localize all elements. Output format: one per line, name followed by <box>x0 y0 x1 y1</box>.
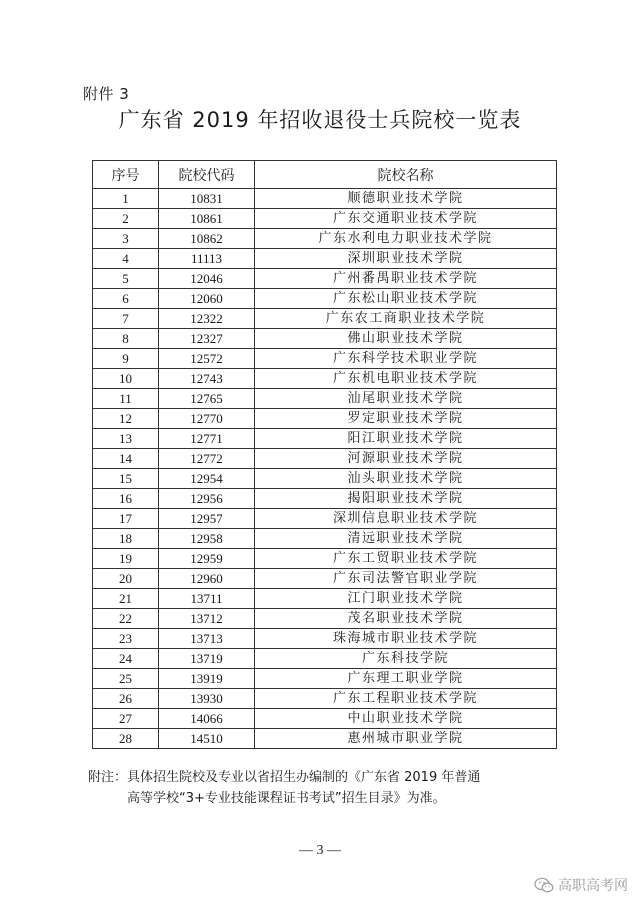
row-code: 12958 <box>159 529 255 549</box>
row-seq: 5 <box>93 269 159 289</box>
row-seq: 21 <box>93 589 159 609</box>
table-body <box>93 189 557 749</box>
row-code: 12743 <box>159 369 255 389</box>
row-seq: 14 <box>93 449 159 469</box>
watermark-text: 高职高考网 <box>558 878 628 894</box>
table-row <box>93 209 557 229</box>
row-seq: 27 <box>93 709 159 729</box>
row-code: 13919 <box>159 669 255 689</box>
footnote-line-2: 高等学校“3+专业技能课程证书考试”招生目录》为准。 <box>127 791 446 806</box>
row-college-name: 广东科技学院 <box>255 649 557 669</box>
row-college-name: 广东工程职业技术学院 <box>255 689 557 709</box>
table-row <box>93 429 557 449</box>
row-seq: 2 <box>93 209 159 229</box>
table-row <box>93 349 557 369</box>
row-seq: 23 <box>93 629 159 649</box>
row-college-name: 广东松山职业技术学院 <box>255 289 557 309</box>
row-seq: 7 <box>93 309 159 329</box>
row-seq: 9 <box>93 349 159 369</box>
row-college-name: 罗定职业技术学院 <box>255 409 557 429</box>
row-code: 10861 <box>159 209 255 229</box>
table-row <box>93 409 557 429</box>
table-row <box>93 229 557 249</box>
row-college-name: 广东司法警官职业学院 <box>255 569 557 589</box>
row-code: 12954 <box>159 469 255 489</box>
row-seq: 3 <box>93 229 159 249</box>
header-seq: 序号 <box>93 161 159 189</box>
table-row <box>93 709 557 729</box>
row-code: 12771 <box>159 429 255 449</box>
table-row <box>93 189 557 209</box>
row-seq: 28 <box>93 729 159 749</box>
row-code: 14066 <box>159 709 255 729</box>
table-row <box>93 529 557 549</box>
row-seq: 22 <box>93 609 159 629</box>
row-college-name: 广东机电职业技术学院 <box>255 369 557 389</box>
row-college-name: 茂名职业技术学院 <box>255 609 557 629</box>
row-college-name: 揭阳职业技术学院 <box>255 489 557 509</box>
row-college-name: 广东科学技术职业学院 <box>255 349 557 369</box>
table-header-row <box>93 161 557 189</box>
row-seq: 4 <box>93 249 159 269</box>
table-row <box>93 249 557 269</box>
row-code: 13719 <box>159 649 255 669</box>
table-row <box>93 589 557 609</box>
attachment-label: 附件 3 <box>83 85 130 103</box>
row-code: 12770 <box>159 409 255 429</box>
row-code: 12959 <box>159 549 255 569</box>
row-college-name: 广东交通职业技术学院 <box>255 209 557 229</box>
row-code: 12046 <box>159 269 255 289</box>
row-code: 10862 <box>159 229 255 249</box>
header-name: 院校名称 <box>255 161 557 189</box>
row-seq: 17 <box>93 509 159 529</box>
footnote-line-1: 附注：具体招生院校及专业以省招生办编制的《广东省 2019 年普通 <box>88 770 481 785</box>
table-row <box>93 269 557 289</box>
table-row <box>93 669 557 689</box>
row-code: 12956 <box>159 489 255 509</box>
row-code: 10831 <box>159 189 255 209</box>
table-row <box>93 629 557 649</box>
table-row <box>93 389 557 409</box>
row-college-name: 河源职业技术学院 <box>255 449 557 469</box>
row-code: 11113 <box>159 249 255 269</box>
row-college-name: 江门职业技术学院 <box>255 589 557 609</box>
row-college-name: 广东工贸职业技术学院 <box>255 549 557 569</box>
page-number: — 3 — <box>299 843 341 858</box>
table-row <box>93 369 557 389</box>
row-college-name: 深圳职业技术学院 <box>255 249 557 269</box>
table-row <box>93 509 557 529</box>
row-college-name: 中山职业技术学院 <box>255 709 557 729</box>
row-college-name: 清远职业技术学院 <box>255 529 557 549</box>
row-seq: 25 <box>93 669 159 689</box>
row-seq: 6 <box>93 289 159 309</box>
row-code: 12327 <box>159 329 255 349</box>
row-college-name: 广东理工职业学院 <box>255 669 557 689</box>
table-row <box>93 489 557 509</box>
row-code: 12322 <box>159 309 255 329</box>
row-code: 13711 <box>159 589 255 609</box>
row-college-name: 广东农工商职业技术学院 <box>255 309 557 329</box>
row-seq: 1 <box>93 189 159 209</box>
row-code: 12060 <box>159 289 255 309</box>
row-seq: 18 <box>93 529 159 549</box>
row-seq: 20 <box>93 569 159 589</box>
row-college-name: 汕头职业技术学院 <box>255 469 557 489</box>
row-seq: 16 <box>93 489 159 509</box>
row-seq: 26 <box>93 689 159 709</box>
row-college-name: 惠州城市职业学院 <box>255 729 557 749</box>
row-college-name: 广东水利电力职业技术学院 <box>255 229 557 249</box>
table-row <box>93 469 557 489</box>
table-row <box>93 649 557 669</box>
row-code: 13712 <box>159 609 255 629</box>
row-college-name: 广州番禺职业技术学院 <box>255 269 557 289</box>
table-row <box>93 329 557 349</box>
row-seq: 10 <box>93 369 159 389</box>
table-row <box>93 729 557 749</box>
row-code: 13930 <box>159 689 255 709</box>
table-row <box>93 689 557 709</box>
row-college-name: 阳江职业技术学院 <box>255 429 557 449</box>
row-seq: 24 <box>93 649 159 669</box>
wechat-icon <box>534 877 554 894</box>
table-row <box>93 569 557 589</box>
row-seq: 19 <box>93 549 159 569</box>
row-college-name: 珠海城市职业技术学院 <box>255 629 557 649</box>
table-row <box>93 309 557 329</box>
table-row <box>93 289 557 309</box>
header-code: 院校代码 <box>159 161 255 189</box>
table-row <box>93 549 557 569</box>
row-code: 12765 <box>159 389 255 409</box>
row-college-name: 汕尾职业技术学院 <box>255 389 557 409</box>
watermark <box>534 875 628 895</box>
row-code: 12957 <box>159 509 255 529</box>
row-code: 13713 <box>159 629 255 649</box>
table-row <box>93 609 557 629</box>
row-code: 14510 <box>159 729 255 749</box>
row-college-name: 佛山职业技术学院 <box>255 329 557 349</box>
row-seq: 11 <box>93 389 159 409</box>
row-seq: 12 <box>93 409 159 429</box>
row-college-name: 深圳信息职业技术学院 <box>255 509 557 529</box>
row-college-name: 顺德职业技术学院 <box>255 189 557 209</box>
row-seq: 15 <box>93 469 159 489</box>
table-row <box>93 449 557 469</box>
footnote <box>88 767 568 809</box>
row-seq: 13 <box>93 429 159 449</box>
row-code: 12960 <box>159 569 255 589</box>
row-code: 12772 <box>159 449 255 469</box>
college-table <box>92 160 557 749</box>
row-seq: 8 <box>93 329 159 349</box>
row-code: 12572 <box>159 349 255 369</box>
page-title: 广东省 2019 年招收退役士兵院校一览表 <box>118 108 522 132</box>
